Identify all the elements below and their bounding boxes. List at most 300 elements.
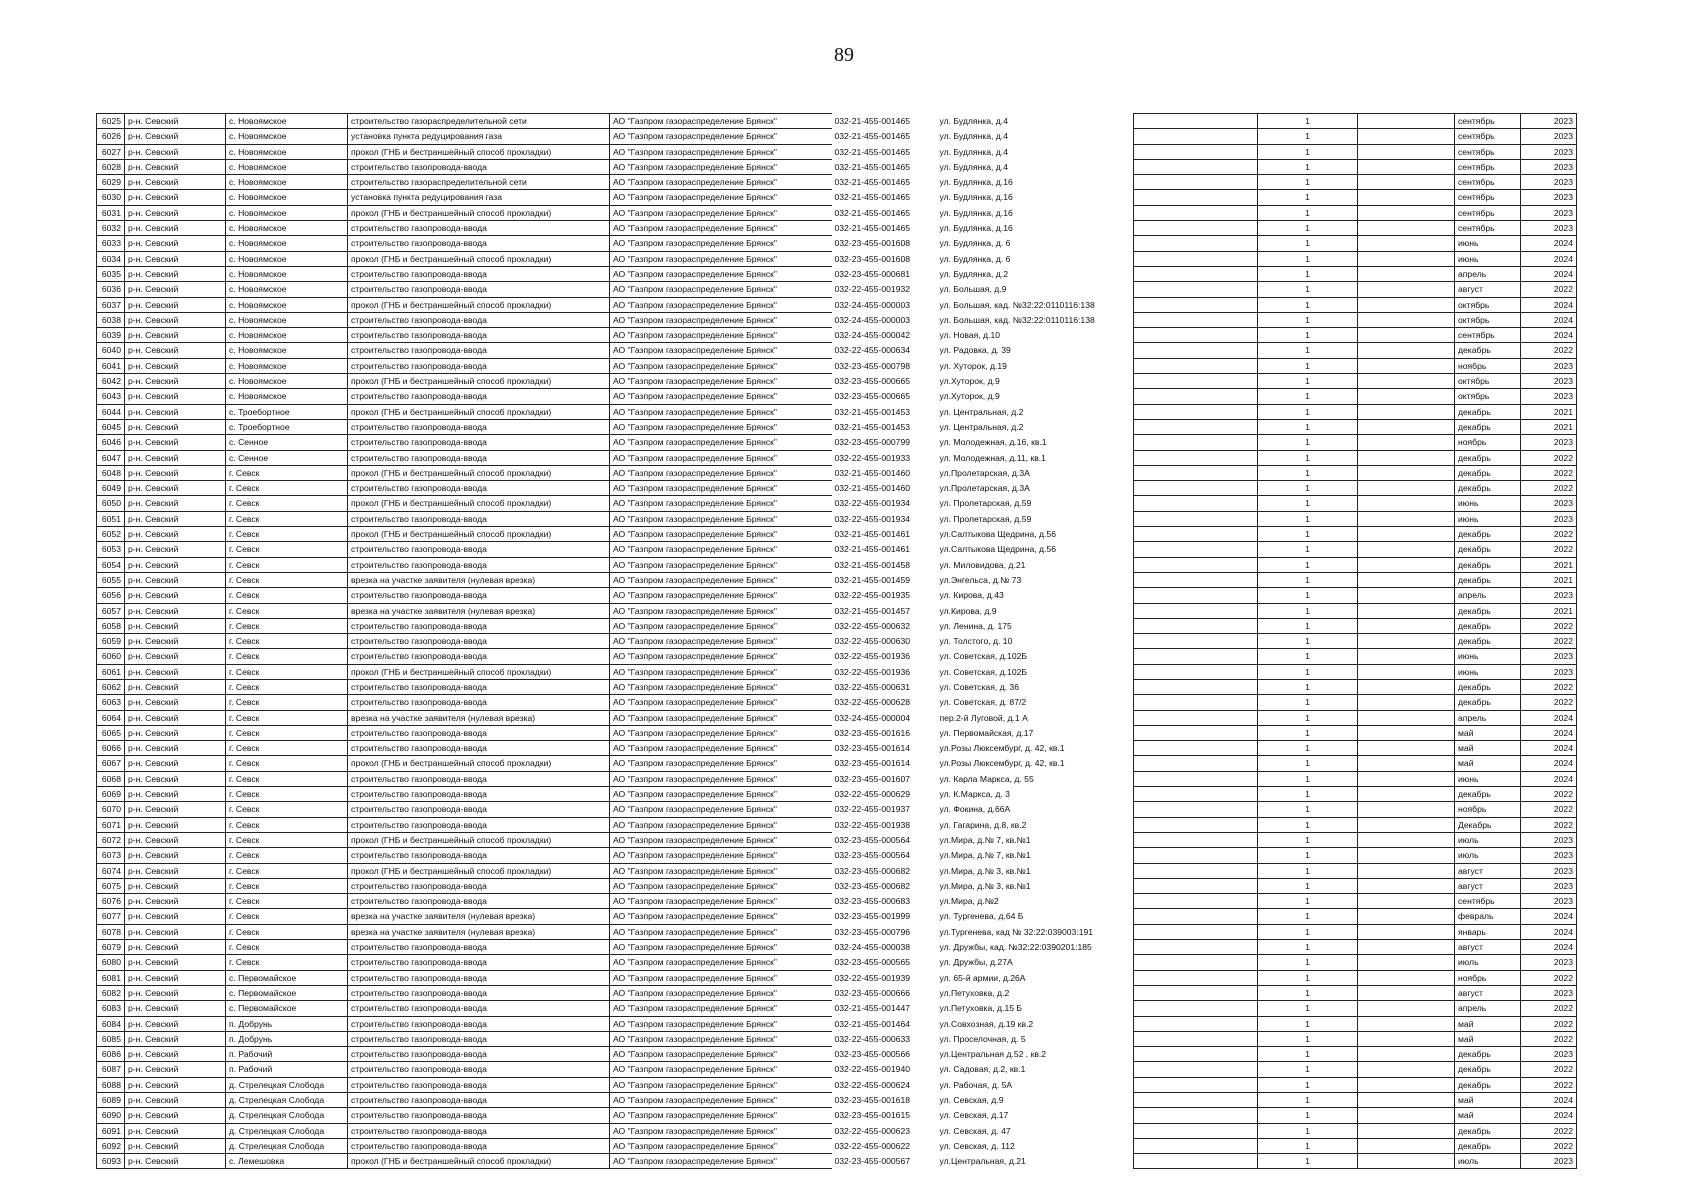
registry-number-cell: 032-23-455-000683 (834, 896, 910, 907)
schedule-row (1134, 251, 1577, 266)
table-row (97, 878, 1123, 893)
registry-number-cell: 032-23-455-000665 (834, 376, 910, 387)
empty-cell (1358, 985, 1455, 1000)
year-cell: 2022 (1521, 695, 1577, 710)
empty-cell (1358, 236, 1455, 251)
locality-cell: г. Севск (226, 618, 348, 633)
locality-cell: г. Севск (226, 924, 348, 939)
quantity-cell: 1 (1258, 1001, 1358, 1016)
table-row (97, 511, 1123, 526)
organization-cell: АО "Газпром газораспределение Брянск" (610, 756, 832, 771)
locality-cell: г. Севск (226, 679, 348, 694)
work-type-cell: прокол (ГНБ и бестраншейный способ прокладки) (348, 527, 610, 542)
month-cell: июнь (1455, 649, 1521, 664)
year-cell: 2021 (1521, 404, 1577, 419)
work-type-cell: строительство газопровода-ввода (348, 741, 610, 756)
schedule-row (1134, 924, 1577, 939)
schedule-row (1134, 190, 1577, 205)
schedule-row (1134, 679, 1577, 694)
schedule-row (1134, 1047, 1577, 1062)
empty-cell (1134, 144, 1258, 159)
table-row (97, 771, 1123, 786)
month-cell: ноябрь (1455, 970, 1521, 985)
work-type-cell: прокол (ГНБ и бестраншейный способ прокладки) (348, 251, 610, 266)
record-id: 6041 (97, 358, 125, 373)
table-row (97, 863, 1123, 878)
registry-number-cell: 032-22-455-000633 (834, 1033, 910, 1044)
year-cell: 2021 (1521, 557, 1577, 572)
district-cell: р-н. Севский (125, 1047, 226, 1062)
year-cell: 2022 (1521, 1001, 1577, 1016)
month-cell: сентябрь (1455, 221, 1521, 236)
organization-cell: АО "Газпром газораспределение Брянск" (610, 159, 832, 174)
empty-cell (1358, 511, 1455, 526)
schedule-row (1134, 374, 1577, 389)
month-cell: апрель (1455, 588, 1521, 603)
schedule-row (1134, 358, 1577, 373)
record-id: 6060 (97, 649, 125, 664)
work-type-cell: прокол (ГНБ и бестраншейный способ прокладки) (348, 496, 610, 511)
record-id: 6052 (97, 527, 125, 542)
month-cell: апрель (1455, 1001, 1521, 1016)
record-id: 6031 (97, 205, 125, 220)
month-cell: май (1455, 756, 1521, 771)
locality-cell: с. Новоямское (226, 374, 348, 389)
quantity-cell: 1 (1258, 802, 1358, 817)
locality-cell: г. Севск (226, 878, 348, 893)
address-cell: ул.Центральная д.52 , кв.2 (939, 1049, 1047, 1060)
registry-number-cell: 032-23-455-000564 (834, 850, 910, 861)
work-type-cell: строительство газопровода-ввода (348, 1138, 610, 1153)
empty-cell (1134, 129, 1258, 144)
month-cell: июнь (1455, 511, 1521, 526)
district-cell: р-н. Севский (125, 603, 226, 618)
organization-cell: АО "Газпром газораспределение Брянск" (610, 970, 832, 985)
empty-cell (1358, 175, 1455, 190)
record-id: 6045 (97, 419, 125, 434)
year-cell: 2023 (1521, 649, 1577, 664)
address-cell: ул. Пролетарская, д.59 (939, 513, 1032, 524)
empty-cell (1358, 1123, 1455, 1138)
district-cell: р-н. Севский (125, 1031, 226, 1046)
year-cell: 2022 (1521, 618, 1577, 633)
month-cell: декабрь (1455, 343, 1521, 358)
organization-cell: АО "Газпром газораспределение Брянск" (610, 1154, 832, 1169)
organization-cell: АО "Газпром газораспределение Брянск" (610, 343, 832, 358)
district-cell: р-н. Севский (125, 741, 226, 756)
table-row (97, 542, 1123, 557)
quantity-cell: 1 (1258, 878, 1358, 893)
quantity-cell: 1 (1258, 940, 1358, 955)
district-cell: р-н. Севский (125, 924, 226, 939)
year-cell: 2023 (1521, 511, 1577, 526)
month-cell: июнь (1455, 251, 1521, 266)
district-cell: р-н. Севский (125, 664, 226, 679)
year-cell: 2023 (1521, 190, 1577, 205)
schedule-row (1134, 955, 1577, 970)
organization-cell: АО "Газпром газораспределение Брянск" (610, 419, 832, 434)
schedule-row (1134, 496, 1577, 511)
year-cell: 2022 (1521, 481, 1577, 496)
registry-number-cell: 032-22-455-000622 (834, 1140, 910, 1151)
record-id: 6071 (97, 817, 125, 832)
registry-number-cell: 032-22-455-001940 (834, 1064, 910, 1075)
table-row (97, 618, 1123, 633)
record-id: 6049 (97, 481, 125, 496)
empty-cell (1134, 725, 1258, 740)
empty-cell (1358, 358, 1455, 373)
district-cell: р-н. Севский (125, 848, 226, 863)
year-cell: 2024 (1521, 710, 1577, 725)
year-cell: 2023 (1521, 664, 1577, 679)
locality-cell: с. Новоямское (226, 129, 348, 144)
work-type-cell: строительство газопровода-ввода (348, 389, 610, 404)
empty-cell (1358, 1077, 1455, 1092)
locality-cell: г. Севск (226, 481, 348, 496)
table-row (97, 664, 1123, 679)
month-cell: август (1455, 940, 1521, 955)
empty-cell (1358, 435, 1455, 450)
organization-cell: АО "Газпром газораспределение Брянск" (610, 450, 832, 465)
month-cell: декабрь (1455, 1077, 1521, 1092)
locality-cell: п. Рабочий (226, 1047, 348, 1062)
organization-cell: АО "Газпром газораспределение Брянск" (610, 878, 832, 893)
empty-cell (1358, 1138, 1455, 1153)
empty-cell (1358, 955, 1455, 970)
registry-number-cell: 032-22-455-001933 (834, 452, 910, 463)
quantity-cell: 1 (1258, 557, 1358, 572)
empty-cell (1134, 205, 1258, 220)
locality-cell: г. Севск (226, 542, 348, 557)
organization-cell: АО "Газпром газораспределение Брянск" (610, 251, 832, 266)
record-id: 6082 (97, 985, 125, 1000)
locality-cell: г. Севск (226, 832, 348, 847)
year-cell: 2023 (1521, 832, 1577, 847)
address-cell: ул. Ленина, д. 175 (939, 620, 1012, 631)
registry-number-cell: 032-23-455-001615 (834, 1110, 910, 1121)
table-row (97, 435, 1123, 450)
quantity-cell: 1 (1258, 894, 1358, 909)
work-type-cell: строительство газопровода-ввода (348, 511, 610, 526)
table-row (97, 465, 1123, 480)
page-number: 89 (834, 44, 854, 66)
work-type-cell: установка пункта редуцирования газа (348, 129, 610, 144)
empty-cell (1358, 114, 1455, 129)
table-row (97, 634, 1123, 649)
schedule-row (1134, 710, 1577, 725)
work-type-cell: строительство газопровода-ввода (348, 1077, 610, 1092)
organization-cell: АО "Газпром газораспределение Брянск" (610, 603, 832, 618)
locality-cell: с. Новоямское (226, 159, 348, 174)
empty-cell (1134, 756, 1258, 771)
organization-cell: АО "Газпром газораспределение Брянск" (610, 374, 832, 389)
work-type-cell: строительство газопровода-ввода (348, 481, 610, 496)
address-cell: ул. Фокина, д.66А (939, 804, 1011, 815)
locality-cell: с. Новоямское (226, 266, 348, 281)
table-row (97, 741, 1123, 756)
organization-cell: АО "Газпром газораспределение Брянск" (610, 205, 832, 220)
year-cell: 2021 (1521, 419, 1577, 434)
table-row (97, 450, 1123, 465)
empty-cell (1134, 695, 1258, 710)
empty-cell (1358, 894, 1455, 909)
address-cell: ул. Тургенева, д.64 Б (939, 911, 1024, 922)
record-id: 6033 (97, 236, 125, 251)
district-cell: р-н. Севский (125, 542, 226, 557)
district-cell: р-н. Севский (125, 940, 226, 955)
work-type-cell: строительство газопровода-ввода (348, 955, 610, 970)
empty-cell (1134, 909, 1258, 924)
address-cell: ул. Центральная, д.2 (939, 421, 1024, 432)
registry-number-cell: 032-22-455-001934 (834, 498, 910, 509)
registry-number-cell: 032-24-455-000003 (834, 314, 910, 325)
locality-cell: г. Севск (226, 588, 348, 603)
organization-cell: АО "Газпром газораспределение Брянск" (610, 144, 832, 159)
district-cell: р-н. Севский (125, 878, 226, 893)
record-id: 6047 (97, 450, 125, 465)
table-row (97, 970, 1123, 985)
year-cell: 2022 (1521, 802, 1577, 817)
schedule-row (1134, 159, 1577, 174)
record-id: 6074 (97, 863, 125, 878)
year-cell: 2022 (1521, 465, 1577, 480)
month-cell: сентябрь (1455, 159, 1521, 174)
month-cell: декабрь (1455, 634, 1521, 649)
quantity-cell: 1 (1258, 710, 1358, 725)
district-cell: р-н. Севский (125, 511, 226, 526)
address-cell: ул. Большая, кад. №32:22:0110116:138 (939, 314, 1095, 325)
year-cell: 2024 (1521, 251, 1577, 266)
address-cell: ул.Энгельса, д.№ 73 (939, 574, 1022, 585)
record-id: 6093 (97, 1154, 125, 1169)
empty-cell (1134, 863, 1258, 878)
registry-number-cell: 032-21-455-001457 (834, 605, 910, 616)
organization-cell: АО "Газпром газораспределение Брянск" (610, 527, 832, 542)
district-cell: р-н. Севский (125, 129, 226, 144)
table-row (97, 1001, 1123, 1016)
address-cell: ул. Молодежная, д.11, кв.1 (939, 452, 1046, 463)
locality-cell: г. Севск (226, 817, 348, 832)
address-cell: ул. 65-й армии, д.26А (939, 972, 1026, 983)
schedule-row (1134, 664, 1577, 679)
year-cell: 2022 (1521, 1123, 1577, 1138)
table-row (97, 190, 1123, 205)
address-cell: ул.Хуторок, д.9 (939, 391, 1000, 402)
empty-cell (1358, 618, 1455, 633)
schedule-row (1134, 312, 1577, 327)
record-id: 6084 (97, 1016, 125, 1031)
empty-cell (1134, 832, 1258, 847)
organization-cell: АО "Газпром газораспределение Брянск" (610, 1093, 832, 1108)
schedule-row (1134, 649, 1577, 664)
record-id: 6043 (97, 389, 125, 404)
month-cell: июнь (1455, 664, 1521, 679)
address-cell: ул.Мира, д.№ 7, кв.№1 (939, 834, 1031, 845)
address-cell: ул. Дружбы, кад. №32:22:0390201:185 (939, 942, 1092, 953)
empty-cell (1358, 802, 1455, 817)
empty-cell (1134, 1062, 1258, 1077)
empty-cell (1134, 190, 1258, 205)
schedule-row (1134, 527, 1577, 542)
month-cell: май (1455, 725, 1521, 740)
month-cell: Декабрь (1455, 817, 1521, 832)
address-cell: ул.Пролетарская, д.3А (939, 483, 1030, 494)
registry-number-cell: 032-23-455-001618 (834, 1095, 910, 1105)
locality-cell: с. Новоямское (226, 114, 348, 129)
registry-number-cell: 032-22-455-001936 (834, 651, 910, 662)
registry-number-cell: 032-21-455-001453 (834, 406, 910, 417)
district-cell: р-н. Севский (125, 481, 226, 496)
schedule-row (1134, 481, 1577, 496)
work-type-cell: прокол (ГНБ и бестраншейный способ прокладки) (348, 756, 610, 771)
empty-cell (1134, 312, 1258, 327)
locality-cell: с. Новоямское (226, 328, 348, 343)
work-type-cell: строительство газопровода-ввода (348, 618, 610, 633)
address-cell: ул. Будлянка, д.16 (939, 207, 1013, 218)
district-cell: р-н. Севский (125, 266, 226, 281)
organization-cell: АО "Газпром газораспределение Брянск" (610, 496, 832, 511)
schedule-row (1134, 450, 1577, 465)
address-cell: ул. Большая, д.9 (939, 284, 1007, 295)
address-cell: ул. Центральная, д.2 (939, 406, 1024, 417)
locality-cell: с. Первомайское (226, 985, 348, 1000)
quantity-cell: 1 (1258, 970, 1358, 985)
empty-cell (1134, 940, 1258, 955)
table-row (97, 205, 1123, 220)
empty-cell (1134, 496, 1258, 511)
record-id: 6080 (97, 955, 125, 970)
organization-cell: АО "Газпром газораспределение Брянск" (610, 282, 832, 297)
empty-cell (1358, 588, 1455, 603)
empty-cell (1358, 251, 1455, 266)
table-row (97, 1108, 1123, 1123)
schedule-row (1134, 1001, 1577, 1016)
year-cell: 2024 (1521, 312, 1577, 327)
month-cell: май (1455, 741, 1521, 756)
quantity-cell: 1 (1258, 618, 1358, 633)
district-cell: р-н. Севский (125, 358, 226, 373)
table-row (97, 985, 1123, 1000)
work-type-cell: прокол (ГНБ и бестраншейный способ прокладки) (348, 664, 610, 679)
organization-cell: АО "Газпром газораспределение Брянск" (610, 297, 832, 312)
work-type-cell: прокол (ГНБ и бестраншейный способ прокладки) (348, 205, 610, 220)
organization-cell: АО "Газпром газораспределение Брянск" (610, 175, 832, 190)
organization-cell: АО "Газпром газораспределение Брянск" (610, 924, 832, 939)
year-cell: 2022 (1521, 970, 1577, 985)
organization-cell: АО "Газпром газораспределение Брянск" (610, 863, 832, 878)
empty-cell (1358, 756, 1455, 771)
work-type-cell: строительство газопровода-ввода (348, 985, 610, 1000)
registry-number-cell: 032-23-455-000665 (834, 391, 910, 402)
locality-cell: с. Новоямское (226, 389, 348, 404)
schedule-row (1134, 175, 1577, 190)
table-row (97, 221, 1123, 236)
year-cell: 2024 (1521, 771, 1577, 786)
registry-number-cell: 032-24-455-000004 (834, 712, 910, 723)
schedule-row (1134, 465, 1577, 480)
table-row (97, 572, 1123, 587)
district-cell: р-н. Севский (125, 389, 226, 404)
year-cell: 2023 (1521, 848, 1577, 863)
record-id: 6054 (97, 557, 125, 572)
schedule-row (1134, 985, 1577, 1000)
work-type-cell: прокол (ГНБ и бестраншейный способ прокладки) (348, 144, 610, 159)
empty-cell (1358, 266, 1455, 281)
locality-cell: г. Севск (226, 894, 348, 909)
month-cell: октябрь (1455, 297, 1521, 312)
table-row (97, 787, 1123, 802)
quantity-cell: 1 (1258, 435, 1358, 450)
registry-number-cell: 032-22-455-000634 (834, 345, 910, 356)
schedule-row (1134, 695, 1577, 710)
work-type-cell: строительство газопровода-ввода (348, 358, 610, 373)
address-cell: ул.Центральная, д.21 (939, 1156, 1026, 1167)
month-cell: май (1455, 1093, 1521, 1108)
work-type-cell: прокол (ГНБ и бестраншейный способ прокладки) (348, 374, 610, 389)
locality-cell: д. Стрелецкая Слобода (226, 1108, 348, 1123)
record-id: 6077 (97, 909, 125, 924)
district-cell: р-н. Севский (125, 159, 226, 174)
table-row (97, 909, 1123, 924)
quantity-cell: 1 (1258, 328, 1358, 343)
district-cell: р-н. Севский (125, 1138, 226, 1153)
year-cell: 2024 (1521, 328, 1577, 343)
empty-cell (1358, 328, 1455, 343)
registry-number-cell: 032-21-455-001461 (834, 529, 910, 540)
address-cell: ул.Розы Люксембург, д. 42, кв.1 (939, 743, 1065, 754)
record-id: 6044 (97, 404, 125, 419)
locality-cell: г. Севск (226, 603, 348, 618)
quantity-cell: 1 (1258, 787, 1358, 802)
locality-cell: г. Севск (226, 741, 348, 756)
empty-cell (1358, 924, 1455, 939)
empty-cell (1358, 343, 1455, 358)
registry-number-cell: 032-24-455-000003 (834, 299, 910, 310)
empty-cell (1134, 450, 1258, 465)
locality-cell: г. Севск (226, 710, 348, 725)
record-id: 6055 (97, 572, 125, 587)
month-cell: декабрь (1455, 419, 1521, 434)
table-row (97, 1093, 1123, 1108)
empty-cell (1134, 985, 1258, 1000)
year-cell: 2022 (1521, 1016, 1577, 1031)
organization-cell: АО "Газпром газораспределение Брянск" (610, 129, 832, 144)
organization-cell: АО "Газпром газораспределение Брянск" (610, 542, 832, 557)
address-cell: ул.Мира, д.№ 3, кв.№1 (939, 865, 1031, 876)
empty-cell (1134, 1077, 1258, 1092)
quantity-cell: 1 (1258, 511, 1358, 526)
table-row (97, 848, 1123, 863)
month-cell: декабрь (1455, 481, 1521, 496)
record-id: 6064 (97, 710, 125, 725)
quantity-cell: 1 (1258, 450, 1358, 465)
table-row (97, 144, 1123, 159)
month-cell: апрель (1455, 266, 1521, 281)
empty-cell (1134, 572, 1258, 587)
registry-number-cell: 032-22-455-001936 (834, 666, 910, 677)
registry-number-cell: 032-21-455-001460 (834, 483, 910, 494)
schedule-row (1134, 1138, 1577, 1153)
work-type-cell: врезка на участке заявителя (нулевая врезка) (348, 572, 610, 587)
year-cell: 2024 (1521, 756, 1577, 771)
work-type-cell: строительство газопровода-ввода (348, 940, 610, 955)
work-type-cell: строительство газопровода-ввода (348, 328, 610, 343)
district-cell: р-н. Севский (125, 221, 226, 236)
schedule-row (1134, 435, 1577, 450)
year-cell: 2022 (1521, 679, 1577, 694)
district-cell: р-н. Севский (125, 312, 226, 327)
district-cell: р-н. Севский (125, 404, 226, 419)
